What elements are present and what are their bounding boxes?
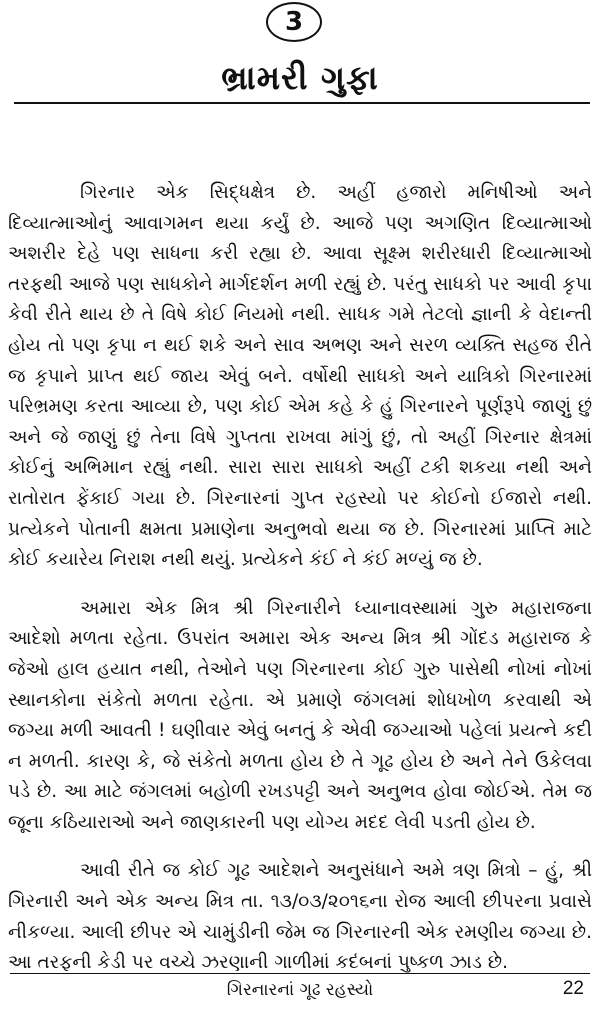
paragraph-3: આવી રીતે જ કોઈ ગૂઢ આદેશને અનુસંધાને અમે ત્રણ મિત્રો – હું, શ્રી ગિરનારી અને એક અન્ય મિત્ર તા. ૧૩/૦૩/૨૦૧૬ના રોજ આલી છીપરના પ્રવાસે નીકળ્યા. આલી છીપર એ ચામુંડીની જેમ જ ગિરનારની એક રમણીય જગ્યા છે. આ તરફની કેડી પર વચ્ચે ઝરણાની ગાળીમાં કદંબનાં પુષ્કળ ઝાડ છે. <box>8 860 592 974</box>
footer-divider <box>10 973 590 974</box>
chapter-number: 3 <box>284 7 304 37</box>
paragraph-1: ગિરનાર એક સિદ્ધક્ષેત્ર છે. અહીં હજારો મનિષીઓ અને દિવ્યાત્માઓનું આવાગમન થયા કર્યું છે. આજે પણ અગણિત દિવ્યાત્માઓ અશરીર દેહે પણ સાધના કરી રહ્યા છે. આવા સૂક્ષ્મ શરીરધારી દિવ્યાત્માઓ તરફથી આજે પણ સાધકોને માર્ગદર્શન મળી રહ્યું છે. પરંતુ સાધકો પર આવી કૃપા કેવી રીતે થાય છે તે વિષે કોઈ નિયમો નથી. સાધક ગમે તેટલો જ્ઞાની કે વેદાન્તી હોય તો પણ કૃપા ન થઈ શકે અને સાવ અભણ અને સરળ વ્યક્તિ સહજ રીતે જ કૃપાને પ્રાપ્ત થઈ જાય એવું બને. વર્ષોથી સાધકો અને યાત્રિકો ગિરનારમાં પરિભ્રમણ કરતા આવ્યા છે, પણ કોઈ એમ કહે કે હું ગિરનારને પૂર્ણરૂપે જાણું છું અને જે જાણું છું તેના વિષે ગુપ્તતા રાખવા માંગું છું, તો અહીં ગિરનાર ક્ષેત્રમાં કોઈનું અભિમાન રહ્યું નથી. સારા સારા સાધકો અહીં ટકી શકયા નથી અને રાતોરાત ફેંકાઈ ગયા છે. ગિરનારનાં ગુપ્ત રહસ્યો પર કોઈનો ઈજારો નથી. પ્રત્યેકને પોતાની ક્ષમતા પ્રમાણેના અનુભવો થયા જ છે. ગિરનારમાં પ્રાપ્તિ માટે કોઈ કયારેય નિરાશ નથી થયું. પ્રત્યેકને કંઈ ને કંઈ મળ્યું જ છે. <box>8 182 592 571</box>
body-text <box>8 178 592 979</box>
chapter-title: ભ્રામરી ગુફા <box>221 58 379 97</box>
title-divider <box>14 102 590 104</box>
paragraph-2: અમારા એક મિત્ર શ્રી ગિરનારીને ધ્યાનાવસ્થામાં ગુરુ મહારાજના આદેશો મળતા રહેતા. ઉપરાંત અમારા એક અન્ય મિત્ર શ્રી ગોંદડ મહારાજ કે જેઓ હાલ હયાત નથી, તેઓને પણ ગિરનારના કોઈ ગુરુ પાસેથી નોખાં નોખાં સ્થાનકોના સંકેતો મળતા રહેતા. એ પ્રમાણે જંગલમાં શોધખોળ કરવાથી એ જગ્યા મળી આવતી ! ઘણીવાર એવું બનતું કે એવી જગ્યાઓ પહેલાં પ્રયત્ને કદી ન મળતી. કારણ કે, જે સંકેતો મળતા હોય છે તે ગૂઢ હોય છે અને તેને ઉકેલવા પડે છે. આ માટે જંગલમાં બહોળી રખડપટ્ટી અને અનુભવ હોવા જોઈએ. તેમ જ જૂના કઠિયારાઓ અને જાણકારની પણ યોગ્ય મદદ લેવી પડતી હોય છે. <box>8 597 592 833</box>
page-number: 22 <box>562 978 584 999</box>
running-footer-title: ગિરનારનાં ગૂઢ રહસ્યો <box>226 980 374 1000</box>
chapter-number-badge <box>266 2 322 42</box>
